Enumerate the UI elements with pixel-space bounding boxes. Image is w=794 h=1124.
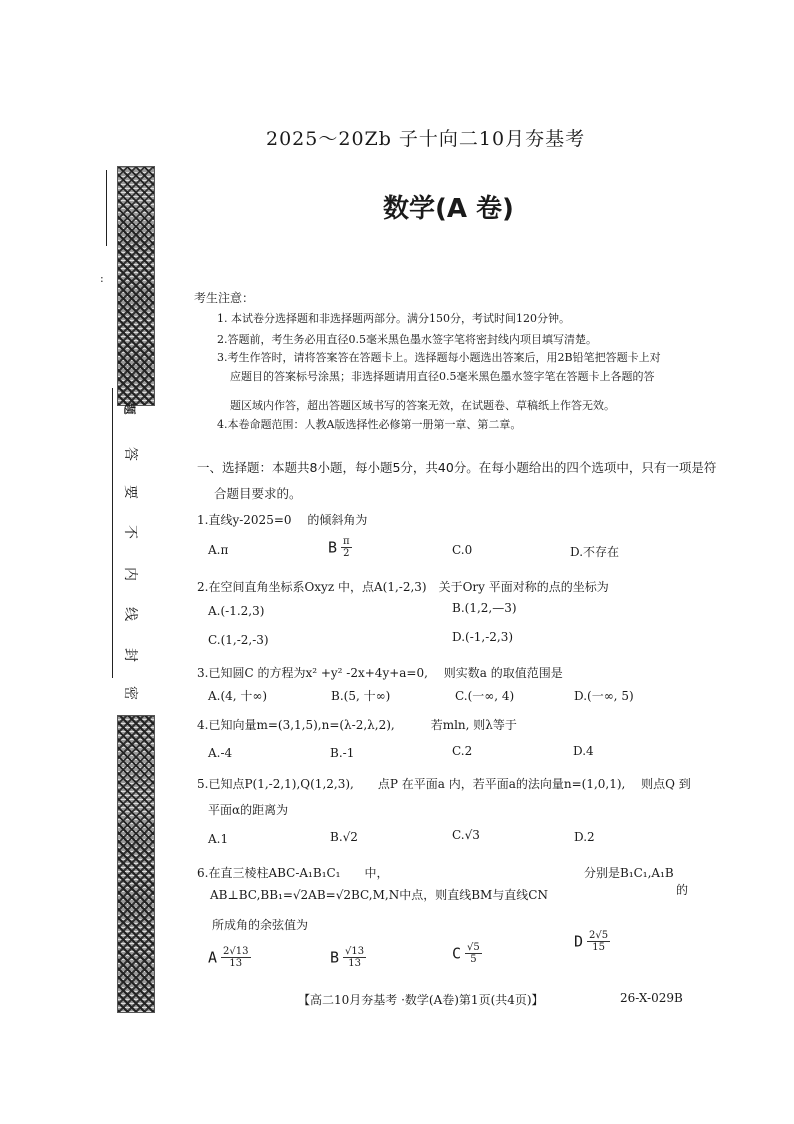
q6-option-c-fraction [465, 942, 482, 965]
q6-option-a-fraction [221, 946, 250, 969]
q2-option-b: B.(1,2,—3) [452, 601, 517, 615]
q5-option-b: B.√2 [330, 830, 358, 844]
q5-option-d: D.2 [574, 830, 595, 844]
q5-option-c: C.√3 [452, 828, 480, 842]
q3-option-c: C.(一∞, 4) [455, 689, 515, 703]
q6-option-b-fraction [343, 946, 366, 969]
q3-option-b: B.(5, 十∞) [331, 689, 391, 703]
q6-option-d-fraction [587, 930, 610, 953]
q1-option-b-fraction [341, 536, 352, 559]
q4-option-b: B.-1 [330, 746, 355, 760]
question-1-stem: 1.直线y-2025=0 的倾斜角为 [197, 513, 368, 527]
q5-option-a: A.1 [208, 832, 229, 846]
binding-strip-bottom [117, 715, 155, 1013]
q6-option-b [330, 946, 366, 969]
subject-title: 数学(A 卷) [383, 194, 514, 224]
binding-strip-top [117, 166, 155, 406]
binding-char-bu: 不 [122, 525, 138, 539]
q6-option-a-letter: A [208, 948, 218, 967]
q2-option-c: C.(1,-2,-3) [208, 633, 269, 647]
q1-option-b-letter: B [328, 538, 338, 557]
q4-option-a: A.-4 [208, 746, 233, 760]
margin-rule-top [106, 170, 107, 246]
question-6-stem-line2-right: 的 [676, 883, 689, 897]
binding-char-mi: 密 [122, 686, 138, 700]
question-6-stem-line1: 6.在直三棱柱ABC-A₁B₁C₁ 中， [197, 866, 389, 880]
binding-char-yao: 要 [122, 485, 138, 499]
notice-item-4: 4.本卷命题范围：人教A版选择性必修第一册第一章、第二章。 [217, 418, 522, 431]
q3-option-a: A.(4, 十∞) [208, 689, 268, 703]
binding-char-xian: 线 [122, 607, 138, 621]
exam-title: 2025～20Zb 子十向二10月夯基考 [266, 128, 586, 150]
q3-option-d: D.(一∞, 5) [574, 689, 634, 703]
notice-item-1: 1. 本试卷分选择题和非选择题两部分。满分150分，考试时间120分钟。 [217, 312, 570, 325]
binding-char-feng: 封 [122, 648, 138, 662]
section-heading-line2: 合题目要求的。 [214, 486, 302, 501]
question-6-stem-line2: AB⊥BC,BB₁=√2AB=√2BC,M,N中点，则直线BM与直线CN [210, 888, 548, 902]
q6-d-denominator: 15 [592, 942, 605, 953]
q6-c-numerator: √5 [467, 942, 480, 953]
q1-option-d: D.不存在 [570, 545, 620, 559]
margin-rule-middle [112, 388, 113, 678]
notice-item-3-cont2: 题区域内作答，超出答题区域书写的答案无效，在试题卷、草稿纸上作答无效。 [230, 399, 615, 412]
binding-char-nei: 内 [122, 567, 138, 581]
q6-option-b-letter: B [330, 948, 340, 967]
q6-a-numerator: 2√13 [223, 946, 249, 957]
q6-option-d [574, 930, 610, 953]
q6-b-denominator: 13 [348, 958, 361, 969]
q6-c-denominator: 5 [470, 954, 477, 965]
notice-item-2: 2.答题前，考生务必用直径0.5毫米黑色墨水签字笔将密封线内项目填写清楚。 [217, 333, 597, 346]
question-5-stem-line2: 平面α的距离为 [208, 803, 289, 817]
binding-char-da: 答 [122, 447, 138, 461]
question-4-stem: 4.已知向量m=(3,1,5),n=(λ-2,λ,2), 若mln, 则λ等于 [197, 718, 517, 732]
question-6-stem-line1-right: 分别是B₁C₁,A₁B [584, 866, 674, 880]
q2-option-d: D.(-1,-2,3) [452, 630, 514, 644]
q6-a-denominator: 13 [229, 958, 243, 969]
paper-code: 26-X-029B [620, 991, 683, 1005]
notice-heading: 考生注意： [194, 291, 255, 305]
page-footer: 【高二10月夯基考 ·数学(A卷)第1页(共4页)】 [298, 993, 544, 1007]
q6-b-numerator: √13 [345, 946, 365, 957]
q6-option-c [452, 942, 482, 965]
q2-option-a: A.(-1.2,3) [208, 604, 265, 618]
question-6-stem-line3: 所成角的余弦值为 [212, 918, 309, 932]
q6-option-d-letter: D [574, 932, 584, 951]
question-5-stem-line1: 5.已知点P(1,-2,1),Q(1,2,3), 点P 在平面a 内，若平面a的法向量n=(1,0,1), 则点Q 到 [197, 777, 691, 791]
q6-option-c-letter: C [452, 944, 462, 963]
q6-option-a [208, 946, 251, 969]
notice-item-3: 3.考生作答时，请将答案答在答题卡上。选择题每小题选出答案后，用2B铅笔把答题卡上对 [217, 351, 661, 364]
q1-option-b [328, 536, 352, 559]
q4-option-d: D.4 [573, 744, 594, 758]
question-3-stem: 3.已知圆C 的方程为x² +y² -2x+4y+a=0, 则实数a 的取值范围是 [197, 666, 563, 680]
margin-mark: : [100, 272, 104, 285]
q4-option-c: C.2 [452, 744, 473, 758]
q1-option-c: C.0 [452, 543, 473, 557]
q6-d-numerator: 2√5 [589, 930, 609, 941]
q1-option-a: A.π [208, 543, 229, 557]
binding-stamp-char: 题 [122, 402, 137, 415]
notice-item-3-cont: 应题目的答案标号涂黑；非选择题请用直径0.5毫米黑色墨水签字笔在答题卡上各题的答 [230, 370, 655, 383]
q1-b-denominator: 2 [343, 548, 350, 559]
question-2-stem: 2.在空间直角坐标系Oxyz 中，点A(1,-2,3) 关于Ory 平面对称的点的坐标为 [197, 580, 609, 594]
q1-b-numerator: π [343, 536, 350, 547]
section-heading-line1: 一、选择题：本题共8小题，每小题5分，共40分。在每小题给出的四个选项中，只有一项是符 [197, 460, 717, 475]
